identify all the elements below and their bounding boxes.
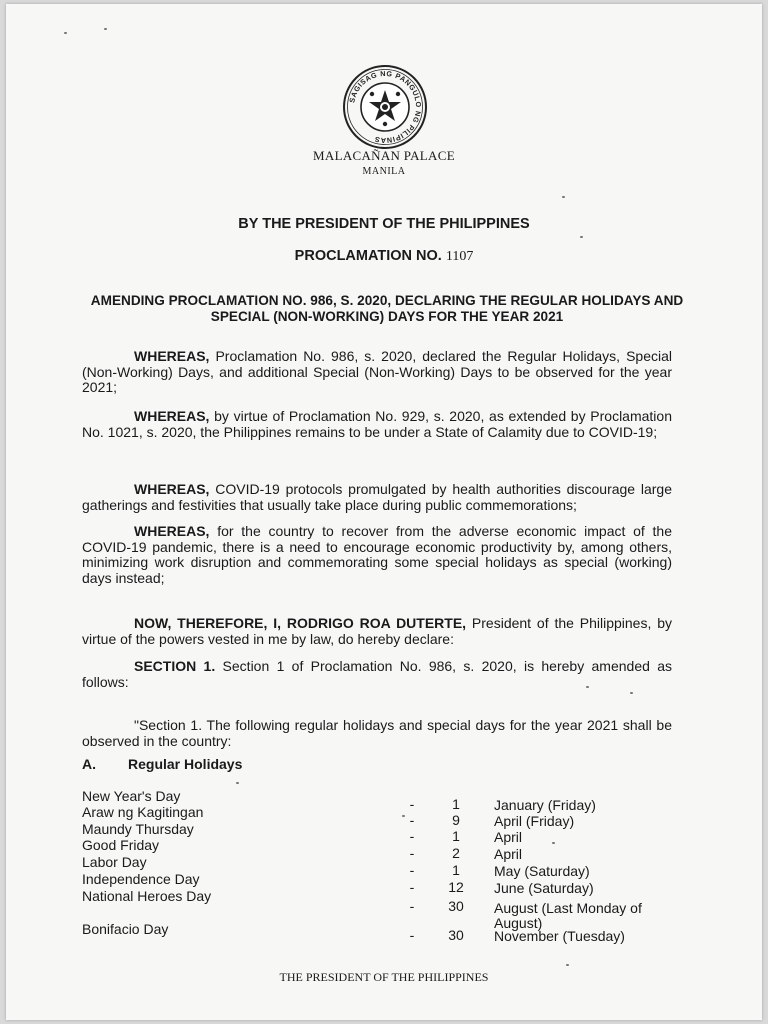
paragraph-lead: WHEREAS, — [134, 481, 210, 497]
holiday-name: Good Friday — [82, 837, 160, 853]
holiday-day: 1 — [452, 796, 460, 812]
paragraph-text: for the country to recover from the adverse economic impact of the COVID-19 pandemic, there is a need to encourage economic productivity by, among others, minimizing work disruption and commemorating some special holidays as special (working) days instead; — [82, 523, 672, 586]
paragraph-text: President of the Philippines, by virtue of the powers vested in me by law, do hereby declare: — [82, 615, 672, 647]
holiday-month: January (Friday) — [494, 797, 596, 813]
scan-speck — [104, 28, 107, 30]
seal-ring-text: SAGISAG NG PANGULO NG PILIPINAS — [347, 68, 424, 146]
holiday-dash: - — [409, 828, 415, 844]
scan-speck — [402, 815, 405, 817]
paragraph-lead: SECTION 1. — [134, 658, 216, 674]
paragraph-text: Proclamation No. 986, s. 2020, declared the Regular Holidays, Special (Non-Working) Days, and additional Special (Non-Working) Days to be observed for the year 2021; — [82, 348, 672, 395]
holiday-month: May (Saturday) — [494, 863, 590, 879]
whereas-paragraph-4 — [82, 524, 672, 586]
holiday-day: 1 — [452, 862, 460, 878]
holiday-name: Maundy Thursday — [82, 821, 194, 837]
holiday-day: 30 — [448, 927, 464, 943]
paragraph-text: COVID-19 protocols promulgated by health authorities discourage large gatherings and festivities that usually take place during public commemorations; — [82, 481, 672, 513]
scan-speck — [64, 32, 67, 34]
palace-city: MANILA — [362, 166, 406, 177]
holiday-name: National Heroes Day — [82, 888, 212, 904]
section-title: Regular Holidays — [128, 756, 243, 772]
holiday-dash: - — [409, 812, 415, 828]
whereas-paragraph-2 — [82, 409, 672, 440]
section-letter: A. — [82, 756, 96, 772]
holiday-dash: - — [409, 862, 415, 878]
regular-holidays-heading — [82, 756, 242, 772]
whereas-paragraph-3 — [82, 482, 672, 513]
document-page — [6, 4, 762, 1020]
scan-speck — [552, 842, 555, 844]
scan-speck — [630, 692, 633, 694]
paragraph-lead: NOW, THEREFORE, I, RODRIGO ROA DUTERTE, — [134, 615, 467, 631]
proclamation-number-heading — [6, 248, 762, 265]
section-1-paragraph — [82, 659, 672, 690]
holiday-dash: - — [409, 879, 415, 895]
scan-speck — [236, 782, 239, 784]
amended-section-paragraph — [82, 718, 672, 749]
holiday-day: 2 — [452, 845, 460, 861]
holiday-dash: - — [409, 898, 415, 914]
holiday-day: 1 — [452, 828, 460, 844]
whereas-paragraph-1 — [82, 349, 672, 396]
holiday-dash: - — [409, 845, 415, 861]
holiday-name: Labor Day — [82, 854, 147, 870]
by-the-president-heading: BY THE PRESIDENT OF THE PHILIPPINES — [238, 216, 530, 232]
proclamation-number: 1107 — [445, 249, 474, 264]
presidential-seal-icon — [342, 64, 428, 150]
holiday-day: 30 — [448, 898, 464, 914]
holiday-name: Bonifacio Day — [82, 921, 169, 937]
paragraph-text: by virtue of Proclamation No. 929, s. 2020, as extended by Proclamation No. 1021, s. 2020, the Philippines remains to be under a State of Calamity due to COVID-19; — [82, 408, 672, 440]
paragraph-lead: WHEREAS, — [134, 523, 210, 539]
proclamation-title: AMENDING PROCLAMATION NO. 986, S. 2020, DECLARING THE REGULAR HOLIDAYS AND SPECIAL (NON-WORKING) DAYS FOR THE YEAR 2021 — [90, 293, 684, 324]
palace-name: MALACAÑAN PALACE — [313, 148, 455, 163]
holiday-month: April — [494, 846, 523, 862]
proclamation-label: PROCLAMATION NO. — [294, 248, 442, 264]
holiday-month: June (Saturday) — [494, 880, 594, 896]
holiday-month: April (Friday) — [494, 813, 575, 829]
scan-speck — [580, 236, 583, 238]
scan-speck — [586, 686, 589, 688]
holiday-day: 9 — [452, 812, 460, 828]
holiday-month: August (Last Monday of August) — [494, 900, 642, 931]
paragraph-text: "Section 1. The following regular holidays and special days for the year 2021 shall be observed in the country: — [82, 717, 672, 749]
holiday-dash: - — [409, 927, 415, 943]
holiday-month: November (Tuesday) — [494, 928, 625, 944]
now-therefore-paragraph — [82, 616, 672, 647]
holiday-name: New Year's Day — [82, 788, 181, 804]
paragraph-text: Section 1 of Proclamation No. 986, s. 2020, is hereby amended as follows: — [82, 658, 673, 690]
holiday-dash: - — [409, 796, 415, 812]
holiday-month: April — [494, 829, 523, 845]
scan-speck — [562, 196, 565, 198]
paragraph-lead: WHEREAS, — [134, 348, 210, 364]
holiday-name: Independence Day — [82, 871, 200, 887]
holiday-day: 12 — [448, 879, 464, 895]
holiday-name: Araw ng Kagitingan — [82, 804, 204, 820]
paragraph-lead: WHEREAS, — [134, 408, 210, 424]
page-footer: THE PRESIDENT OF THE PHILIPPINES — [279, 970, 489, 984]
scan-speck — [566, 964, 569, 966]
